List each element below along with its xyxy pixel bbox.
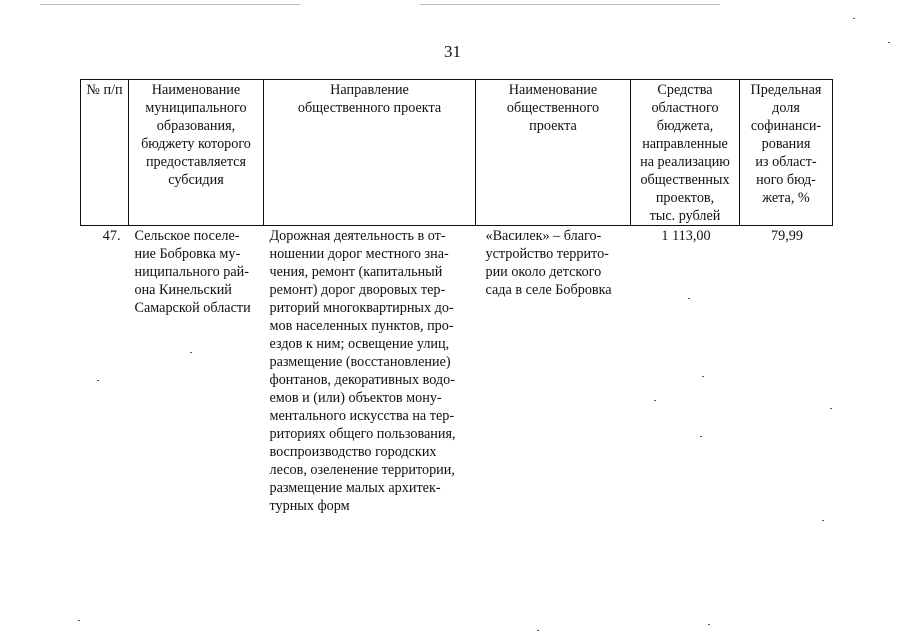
scan-artifact-line xyxy=(420,4,720,5)
row-number: 47. xyxy=(102,228,121,244)
row-project-name: «Василек» – благо- устройство террито- рии около детского сада в селе Бобровка xyxy=(485,228,612,298)
row-direction: Дорожная деятельность в от- ношении дорог местного зна- чения, ремонт (капитальный ремонт) дорог дворовых тер- риторий многоквартирных до- мов населенных пунктов, про- ездов к ним; освещение улиц, размещение (восстановление) фонтанов, декоративных водо- емов и (или) объектов мону- ментального искусства на тер- риториях общего пользования, воспроизводство городских лесов, озеленение территории, размещение малых архитек- турных форм xyxy=(269,228,456,514)
table-header-row xyxy=(81,80,833,226)
table-row xyxy=(81,226,833,516)
row-share: 79,99 xyxy=(771,228,803,244)
header-regional-funds: Средства областного бюджета, направленные на реализацию общественных проектов, тыс. рублей xyxy=(631,80,740,226)
header-cofinancing-share: Предельная доля софинанси- рования из област- ного бюд- жета, % xyxy=(740,80,833,226)
header-municipality: Наименование муниципального образования, бюджету которого предоставляется субсидия xyxy=(129,80,264,226)
row-funds: 1 113,00 xyxy=(661,228,711,244)
subsidy-table xyxy=(80,79,833,515)
header-project-name: Наименование общественного проекта xyxy=(476,80,631,226)
page-number: 31 xyxy=(444,42,461,61)
row-municipality: Сельское поселе- ние Бобровка му- ниципального рай- она Кинельский Самарской области xyxy=(134,228,251,316)
scan-artifact-line xyxy=(40,4,300,5)
header-direction: Направление общественного проекта xyxy=(264,80,476,226)
header-number: № п/п xyxy=(81,80,129,226)
